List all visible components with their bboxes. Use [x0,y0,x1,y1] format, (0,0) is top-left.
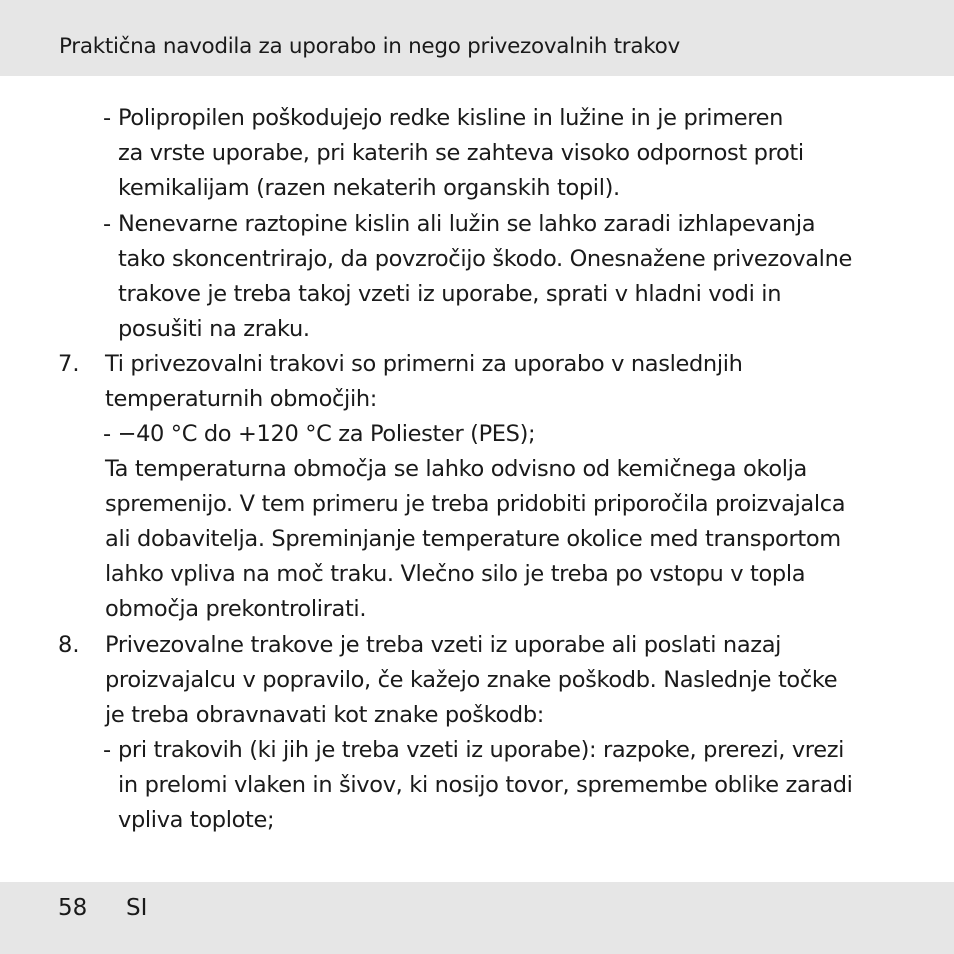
bullet-dash: - [103,105,112,131]
body-line: temperaturnih območjih: [105,386,378,412]
body-line: proizvajalcu v popravilo, če kažejo znake poškodb. Naslednje točke [105,667,838,693]
body-line: ali dobavitelja. Spreminjanje temperature okolice med transportom [105,526,841,552]
body-line: lahko vpliva na moč traku. Vlečno silo je treba po vstopu v topla [105,561,806,587]
body-line: posušiti na zraku. [118,316,310,342]
body-line: Polipropilen poškodujejo redke kisline in lužine in je primeren [118,105,784,131]
body-line: in prelomi vlaken in šivov, ki nosijo tovor, spremembe oblike zaradi [118,772,853,798]
body-line: spremenijo. V tem primeru je treba pridobiti priporočila proizvajalca [105,491,846,517]
body-line: Nenevarne raztopine kislin ali lužin se lahko zaradi izhlapevanja [118,211,816,237]
body-line: tako skoncentrirajo, da povzročijo škodo. Onesnažene privezovalne [118,246,852,272]
bullet-dash: - [103,211,112,237]
item-number: 7. [58,351,80,377]
bullet-dash: - [103,737,112,763]
body-line: Ti privezovalni trakovi so primerni za uporabo v naslednjih [105,351,743,377]
language-code: SI [126,895,148,921]
body-line: vpliva toplote; [118,807,275,833]
body-line: trakove je treba takoj vzeti iz uporabe, sprati v hladni vodi in [118,281,782,307]
header-title: Praktična navodila za uporabo in nego privezovalnih trakov [59,34,680,59]
page-number: 58 [58,895,88,921]
body-line: Privezovalne trakove je treba vzeti iz uporabe ali poslati nazaj [105,632,782,658]
body-line: kemikalijam (razen nekaterih organskih topil). [118,175,620,201]
body-line: pri trakovih (ki jih je treba vzeti iz uporabe): razpoke, prerezi, vrezi [118,737,845,763]
body-line: za vrste uporabe, pri katerih se zahteva visoko odpornost proti [118,140,804,166]
bullet-line: - −40 °C do +120 °C za Poliester (PES); [103,421,536,447]
body-line: območja prekontrolirati. [105,596,367,622]
item-number: 8. [58,632,80,658]
body-line: Ta temperaturna območja se lahko odvisno od kemičnega okolja [105,456,807,482]
body-line: je treba obravnavati kot znake poškodb: [105,702,544,728]
